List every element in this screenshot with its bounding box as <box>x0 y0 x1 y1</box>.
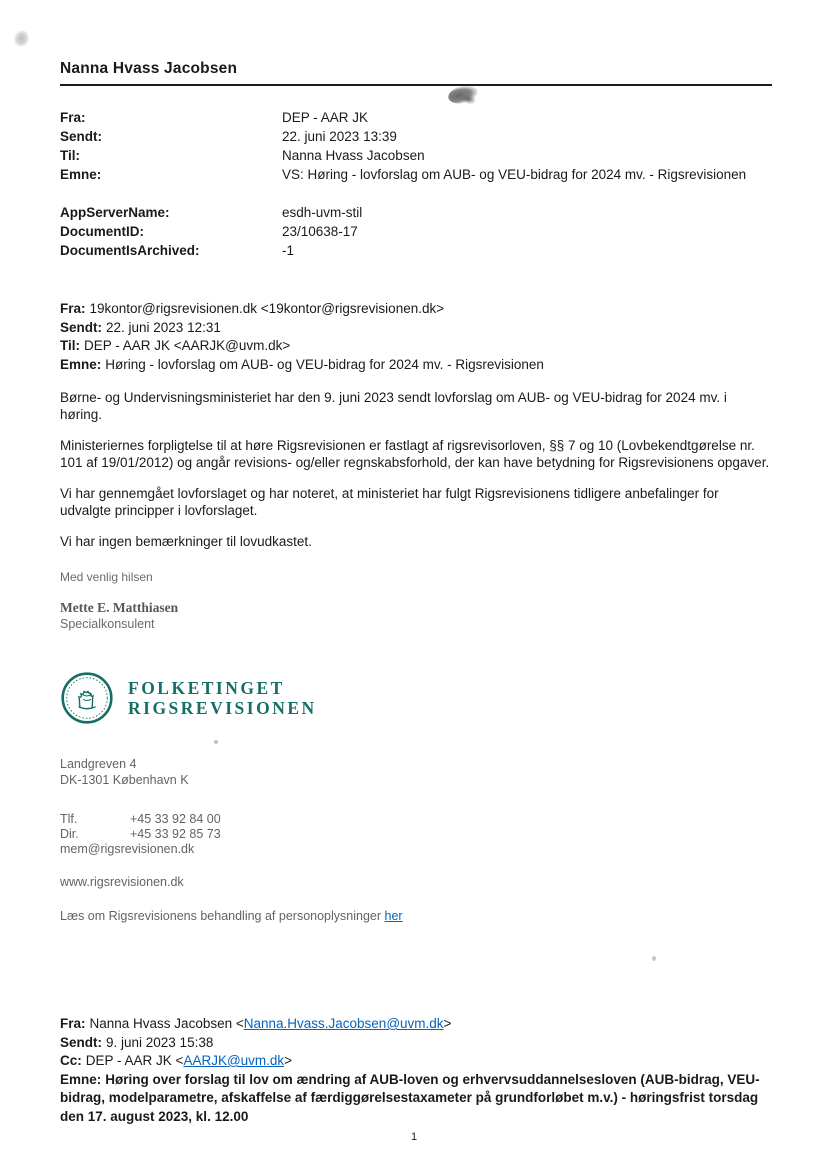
logo-line-folketinget: FOLKETINGET <box>128 678 285 698</box>
forwarded-sent-line <box>60 319 772 338</box>
field-value: > <box>284 1053 293 1068</box>
privacy-link[interactable]: her <box>384 909 403 923</box>
field-label: Emne: <box>60 167 102 182</box>
field-value: DEP - AAR JK <box>282 110 369 125</box>
phone-label: Tlf. <box>60 812 78 826</box>
cc-email-link[interactable]: AARJK@uvm.dk <box>183 1053 285 1068</box>
original-email-header <box>60 1015 772 1126</box>
field-value: > <box>443 1016 452 1031</box>
field-value: DEP - AAR JK <AARJK@uvm.dk> <box>84 338 291 353</box>
organization-address <box>60 757 772 788</box>
phone-value: +45 33 92 84 00 <box>130 812 221 826</box>
field-value: 22. juni 2023 12:31 <box>106 319 221 335</box>
email-body <box>60 389 772 550</box>
field-label: Emne: <box>60 1071 102 1087</box>
organization-logo <box>60 671 772 725</box>
field-value: 9. juni 2023 15:38 <box>106 1034 214 1050</box>
forwarded-subject-line <box>60 356 772 375</box>
field-value: VS: Høring - lovforslag om AUB- og VEU-bidrag for 2024 mv. - Rigsrevisionen <box>282 167 747 182</box>
phone-row <box>60 812 772 827</box>
body-paragraph: Børne- og Undervisningsministeriet har den 9. juni 2023 sendt lovforslag om AUB- og VEU-bidrag for 2024 mv. i høring. <box>60 390 727 422</box>
body-paragraph: Ministeriernes forpligtelse til at høre Rigsrevisionen er fastlagt af rigsrevisorloven, §§ 7 og 10 (Lovbekendtgørelse nr. 101 af 19/01/2012) og angår revisions- og/eller regnskabsforhold, der kan have betydning for Rigsrevisionens opgaver. <box>60 438 770 470</box>
original-from-line <box>60 1015 772 1034</box>
original-cc-line <box>60 1052 772 1071</box>
direct-phone-row <box>60 827 772 842</box>
field-label: Fra: <box>60 301 86 316</box>
address-street: Landgreven 4 <box>60 757 137 771</box>
field-value: 22. juni 2023 13:39 <box>282 129 397 144</box>
field-label: Sendt: <box>60 1034 102 1050</box>
page-content <box>60 60 772 1126</box>
field-label: Emne: <box>60 356 102 372</box>
header-field-sent <box>60 127 772 146</box>
field-value: Høring - lovforslag om AUB- og VEU-bidrag for 2024 mv. - Rigsrevisionen <box>105 356 544 372</box>
header-field-subject <box>60 165 772 184</box>
original-sent-line <box>60 1034 772 1053</box>
scan-artifact <box>12 28 32 49</box>
field-label: DocumentID: <box>60 224 144 239</box>
field-value: Nanna Hvass Jacobsen <box>282 148 425 163</box>
field-value: -1 <box>282 243 295 258</box>
field-label: Sendt: <box>60 319 102 335</box>
logo-line-rigsrevisionen: RIGSREVISIONEN <box>128 698 317 718</box>
signature-name: Mette E. Matthiasen <box>60 600 179 615</box>
contact-email: mem@rigsrevisionen.dk <box>60 842 195 856</box>
signature-closing: Med venlig hilsen <box>60 570 153 584</box>
field-value: Høring over forslag til lov om ændring af AUB-loven og erhvervsuddannelsesloven (AUB-bidrag, VEU-bidrag, modelparametre, afskaffelse af færdiggørelsestaxameter på grundforløbet m.v.) - høringsfrist torsdag den 17. august 2023, kl. 12.00 <box>60 1071 760 1124</box>
header-field-from <box>60 108 772 127</box>
field-label: Sendt: <box>60 129 102 144</box>
field-value: DEP - AAR JK < <box>85 1053 184 1068</box>
forwarded-to-line <box>60 337 772 356</box>
direct-value: +45 33 92 85 73 <box>130 827 221 841</box>
meta-field-documentid <box>60 222 772 241</box>
field-value: 23/10638-17 <box>282 224 358 239</box>
direct-label: Dir. <box>60 827 79 841</box>
page-number: 1 <box>410 1131 418 1143</box>
field-value: Nanna Hvass Jacobsen < <box>89 1016 244 1031</box>
field-label: Fra: <box>60 1016 86 1031</box>
organization-website: www.rigsrevisionen.dk <box>60 875 184 889</box>
field-label: DocumentIsArchived: <box>60 243 200 258</box>
field-label: Fra: <box>60 110 86 125</box>
meta-field-appserver <box>60 203 772 222</box>
address-city: DK-1301 København K <box>60 772 189 787</box>
recipient-name-heading: Nanna Hvass Jacobsen <box>60 60 772 86</box>
meta-field-archived <box>60 241 772 260</box>
field-value: esdh-uvm-stil <box>282 205 363 220</box>
field-label: AppServerName: <box>60 205 170 220</box>
forwarded-from-line <box>60 300 772 319</box>
signature-title: Specialkonsulent <box>60 617 155 631</box>
field-label: Cc: <box>60 1053 82 1068</box>
field-label: Til: <box>60 338 80 353</box>
organization-contact <box>60 812 772 857</box>
message-header-fields <box>60 108 772 184</box>
rigsrevisionen-emblem-icon <box>60 671 114 725</box>
privacy-notice <box>60 909 772 923</box>
document-meta-fields <box>60 203 772 260</box>
field-value: 19kontor@rigsrevisionen.dk <19kontor@rigsrevisionen.dk> <box>89 301 445 316</box>
field-label: Til: <box>60 148 80 163</box>
original-subject-line <box>60 1071 772 1127</box>
forwarded-email-header <box>60 300 772 374</box>
body-paragraph: Vi har gennemgået lovforslaget og har noteret, at ministeriet har fulgt Rigsrevisionens tidligere anbefalinger for udvalgte principper i lovforslaget. <box>60 486 719 518</box>
organization-logo-text <box>128 678 317 718</box>
header-field-to <box>60 146 772 165</box>
from-email-link[interactable]: Nanna.Hvass.Jacobsen@uvm.dk <box>243 1016 444 1031</box>
privacy-text: Læs om Rigsrevisionens behandling af personoplysninger <box>60 909 382 923</box>
body-paragraph: Vi har ingen bemærkninger til lovudkastet. <box>60 534 312 549</box>
